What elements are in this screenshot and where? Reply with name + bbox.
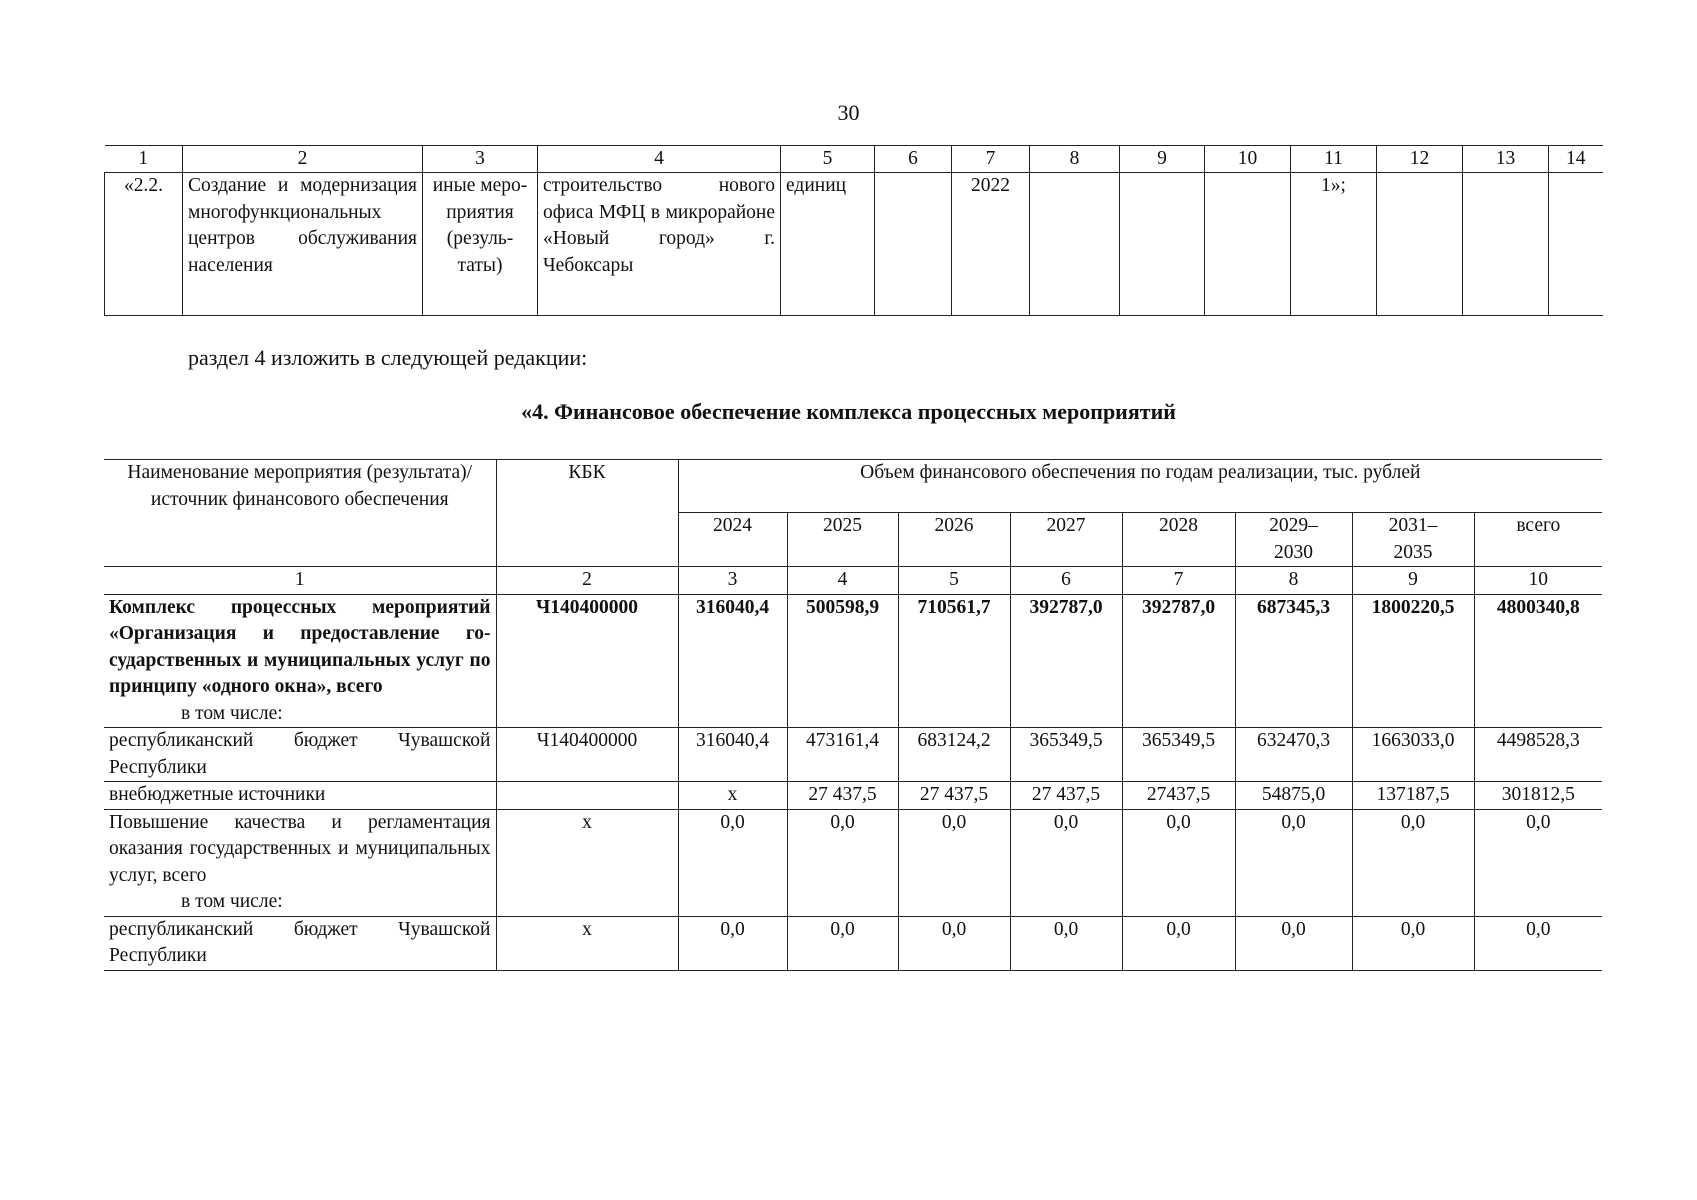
kbk-cell [496,782,678,810]
header-year: 2028 [1122,513,1235,567]
table-1-header-cell: 13 [1463,146,1549,173]
value-cell: 0,0 [678,916,787,970]
row-number: «2.2. [105,173,183,316]
page-number: 30 [837,100,860,125]
header-year: 2026 [898,513,1010,567]
event-name: Создание и модернизация многофункциональных центров обслуживания населения [183,173,423,316]
header-year: всего [1474,513,1602,567]
column-number: 9 [1352,567,1474,595]
column-number: 5 [898,567,1010,595]
value-cell: 1663033,0 [1352,728,1474,782]
value-cell: 316040,4 [678,594,787,728]
row-name [104,809,496,916]
header-year: 2029–2030 [1235,513,1352,567]
kbk-cell: Ч140400000 [496,728,678,782]
table-2-numbers-row [104,567,1602,595]
row-subnote: в том числе: [181,702,283,724]
column-number: 10 [1474,567,1602,595]
value-cell: 0,0 [1474,916,1602,970]
value-cell: 27 437,5 [787,782,898,810]
row-name: республиканский бюджет Чувашской Республики [104,728,496,782]
event-description: строительство нового офиса МФЦ в микрорайоне «Новый город» г. Чебоксары [538,173,781,316]
header-volume: Объем финансового обеспечения по годам реализации, тыс. рублей [678,460,1602,513]
table-1-header-cell: 9 [1120,146,1205,173]
table-1-header-cell: 3 [423,146,538,173]
lead-text: раздел 4 изложить в следующей редакции: [188,345,588,370]
value-cell: 0,0 [1122,809,1235,916]
column-number: 7 [1122,567,1235,595]
table-1-header-cell: 4 [538,146,781,173]
value-cell: 0,0 [1352,916,1474,970]
table-1-cell [1030,173,1120,316]
table-1-header-cell: 1 [105,146,183,173]
value-cell: x [678,782,787,810]
header-year: 2031–2035 [1352,513,1474,567]
value-cell: 301812,5 [1474,782,1602,810]
table-2-row [104,594,1602,728]
value-cell: 27 437,5 [1010,782,1122,810]
row-subnote: в том числе: [181,891,283,912]
value-cell: 683124,2 [898,728,1010,782]
value-cell: 0,0 [1122,916,1235,970]
value-cell: 0,0 [1235,809,1352,916]
column-number: 6 [1010,567,1122,595]
value-cell: 0,0 [787,916,898,970]
column-number: 1 [104,567,496,595]
kbk-cell: x [496,916,678,970]
value-cell: 1»; [1291,173,1377,316]
value-cell: 687345,3 [1235,594,1352,728]
header-name: Наименование мероприятия (результата)/источник финансового обеспечения [104,460,496,567]
table-1-header-cell: 10 [1205,146,1291,173]
table-1-cell [1120,173,1205,316]
column-number: 2 [496,567,678,595]
table-1-cell [1377,173,1463,316]
value-cell: 1800220,5 [1352,594,1474,728]
table-1-cell [1205,173,1291,316]
table-1 [104,145,1603,316]
row-name: внебюджетные источники [104,782,496,810]
table-2-row [104,782,1602,810]
value-cell: 0,0 [787,809,898,916]
value-cell: 54875,0 [1235,782,1352,810]
kbk-cell: x [496,809,678,916]
column-number: 4 [787,567,898,595]
value-cell: 392787,0 [1122,594,1235,728]
table-2 [104,459,1602,971]
value-cell: 0,0 [1352,809,1474,916]
table-1-cell [1549,173,1603,316]
value-cell: 365349,5 [1122,728,1235,782]
table-2-row [104,809,1602,916]
event-type: иные мероприятия (результаты) [423,173,538,316]
table-1-header-row [105,146,1603,173]
value-cell: 27437,5 [1122,782,1235,810]
value-cell: 0,0 [1235,916,1352,970]
unit: единиц [781,173,875,316]
row-name: республиканский бюджет Чувашской Республики [104,916,496,970]
table-1-header-cell: 8 [1030,146,1120,173]
header-year: 2027 [1010,513,1122,567]
table-2-row [104,728,1602,782]
table-1-header-cell: 14 [1549,146,1603,173]
column-number: 3 [678,567,787,595]
value-cell: 0,0 [1010,916,1122,970]
value-cell: 500598,9 [787,594,898,728]
value-cell: 27 437,5 [898,782,1010,810]
value-cell: 710561,7 [898,594,1010,728]
table-1-cell [1463,173,1549,316]
value-cell: 137187,5 [1352,782,1474,810]
base-year: 2022 [952,173,1030,316]
table-1-header-cell: 6 [875,146,952,173]
value-cell: 473161,4 [787,728,898,782]
table-1-row [105,173,1603,316]
kbk-cell: Ч140400000 [496,594,678,728]
table-1-header-cell: 7 [952,146,1030,173]
value-cell: 4800340,8 [1474,594,1602,728]
table-1-header-cell: 11 [1291,146,1377,173]
value-cell: 365349,5 [1010,728,1122,782]
header-kbk: КБК [496,460,678,567]
table-2-row [104,916,1602,970]
header-year: 2025 [787,513,898,567]
value-cell: 0,0 [898,809,1010,916]
value-cell: 0,0 [678,809,787,916]
header-year: 2024 [678,513,787,567]
value-cell: 0,0 [898,916,1010,970]
value-cell: 392787,0 [1010,594,1122,728]
table-1-header-cell: 2 [183,146,423,173]
value-cell: 0,0 [1010,809,1122,916]
table-1-cell [875,173,952,316]
value-cell: 0,0 [1474,809,1602,916]
row-name [104,594,496,728]
section-title: «4. Финансовое обеспечение комплекса процессных мероприятий [521,399,1176,424]
table-2-header-row [104,460,1602,513]
column-number: 8 [1235,567,1352,595]
value-cell: 316040,4 [678,728,787,782]
row-name-text: Комплекс процессных мероприятий «Организация и предоставление государственных и муниципальных услуг по принципу «одного окна», всего [109,596,491,697]
value-cell: 4498528,3 [1474,728,1602,782]
table-1-header-cell: 5 [781,146,875,173]
value-cell: 632470,3 [1235,728,1352,782]
table-1-header-cell: 12 [1377,146,1463,173]
row-name-text: Повышение качества и регламентация оказания государственных и муниципальных услуг, всего [109,811,491,886]
